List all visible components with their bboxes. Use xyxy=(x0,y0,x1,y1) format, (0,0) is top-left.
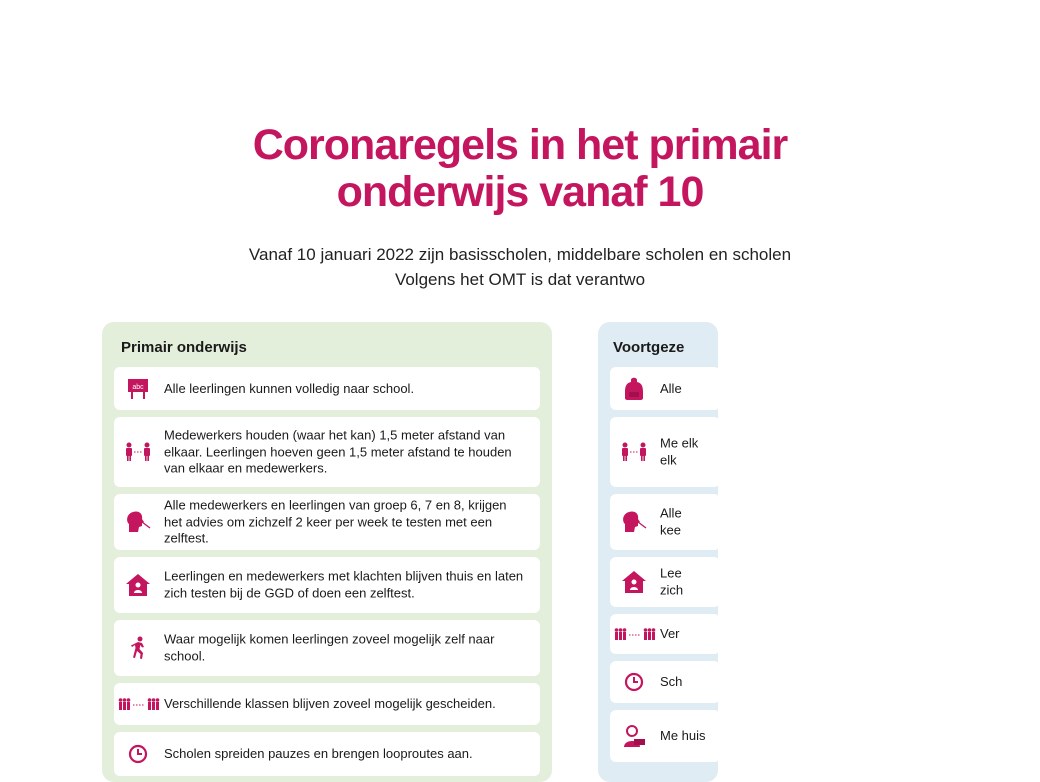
panel-heading: Voortgeze xyxy=(613,339,685,356)
primary-education-panel xyxy=(102,322,552,782)
rule-text: Alle xyxy=(660,380,682,396)
rule-text: Scholen spreiden pauzes en brengen looproutes aan. xyxy=(164,745,473,761)
rule-card xyxy=(114,683,540,725)
rule-card xyxy=(610,417,720,487)
title-line-1: Coronaregels in het primair xyxy=(252,121,788,169)
rule-text: Lee zich xyxy=(660,565,684,597)
secondary-education-panel xyxy=(598,322,718,782)
rule-card xyxy=(610,367,720,410)
panel-heading: Primair onderwijs xyxy=(121,339,247,356)
rule-text: Alle medewerkers en leerlingen van groep 6, 7 en 8, krijgen het advies om zichzelf 2 keer per week te testen met een zelftest. xyxy=(164,497,507,546)
rule-card xyxy=(610,494,720,550)
rule-card xyxy=(610,557,720,607)
rule-text: Ver xyxy=(660,625,680,641)
rule-text: Me huis xyxy=(660,727,706,743)
title-line-2: onderwijs vanaf 10 xyxy=(336,168,704,216)
rule-text: Medewerkers houden (waar het kan) 1,5 meter afstand van elkaar. Leerlingen hoeven geen 1,5 meter afstand te houden van elkaar en medewerkers. xyxy=(164,427,512,476)
clock-icon xyxy=(122,740,154,768)
page-subtitle xyxy=(0,242,1040,292)
separate-groups-icon xyxy=(116,690,162,718)
rule-text: Leerlingen en medewerkers met klachten blijven thuis en laten zich testen bij de GGD of doen een zelftest. xyxy=(164,568,524,600)
rule-text: Verschillende klassen blijven zoveel mogelijk gescheiden. xyxy=(164,695,496,711)
page-title xyxy=(0,122,1040,216)
rule-card xyxy=(610,614,720,654)
rule-text: Alle kee xyxy=(660,505,682,537)
rule-text: Alle leerlingen kunnen volledig naar school. xyxy=(164,380,415,396)
separate-groups-icon xyxy=(612,620,658,648)
self-test-icon xyxy=(618,508,650,536)
stay-home-icon xyxy=(618,568,650,596)
walking-person-icon xyxy=(122,634,154,662)
rule-text: Sch xyxy=(660,673,683,689)
rule-text: Waar mogelijk komen leerlingen zoveel mogelijk zelf naar school. xyxy=(164,631,495,663)
self-test-icon xyxy=(122,508,154,536)
teacher-laptop-icon xyxy=(618,722,650,750)
rule-card xyxy=(114,557,540,613)
rule-card xyxy=(114,732,540,776)
rule-card xyxy=(610,710,720,762)
distance-people-icon xyxy=(122,438,154,466)
clock-icon xyxy=(618,668,650,696)
rule-card xyxy=(114,620,540,676)
rule-card xyxy=(114,367,540,410)
rule-card xyxy=(610,661,720,703)
chalkboard-abc-icon xyxy=(122,375,154,403)
backpack-icon xyxy=(618,375,650,403)
subtitle-line-2: Volgens het OMT is dat verantwo xyxy=(394,270,646,289)
rule-text: Me elk elk xyxy=(660,435,699,467)
subtitle-line-1: Vanaf 10 januari 2022 zijn basisscholen, middelbare scholen en scholen xyxy=(248,245,792,264)
svg-text:abc: abc xyxy=(132,383,144,391)
rule-card xyxy=(114,417,540,487)
distance-people-icon xyxy=(618,438,650,466)
rule-card xyxy=(114,494,540,550)
stay-home-icon xyxy=(122,571,154,599)
